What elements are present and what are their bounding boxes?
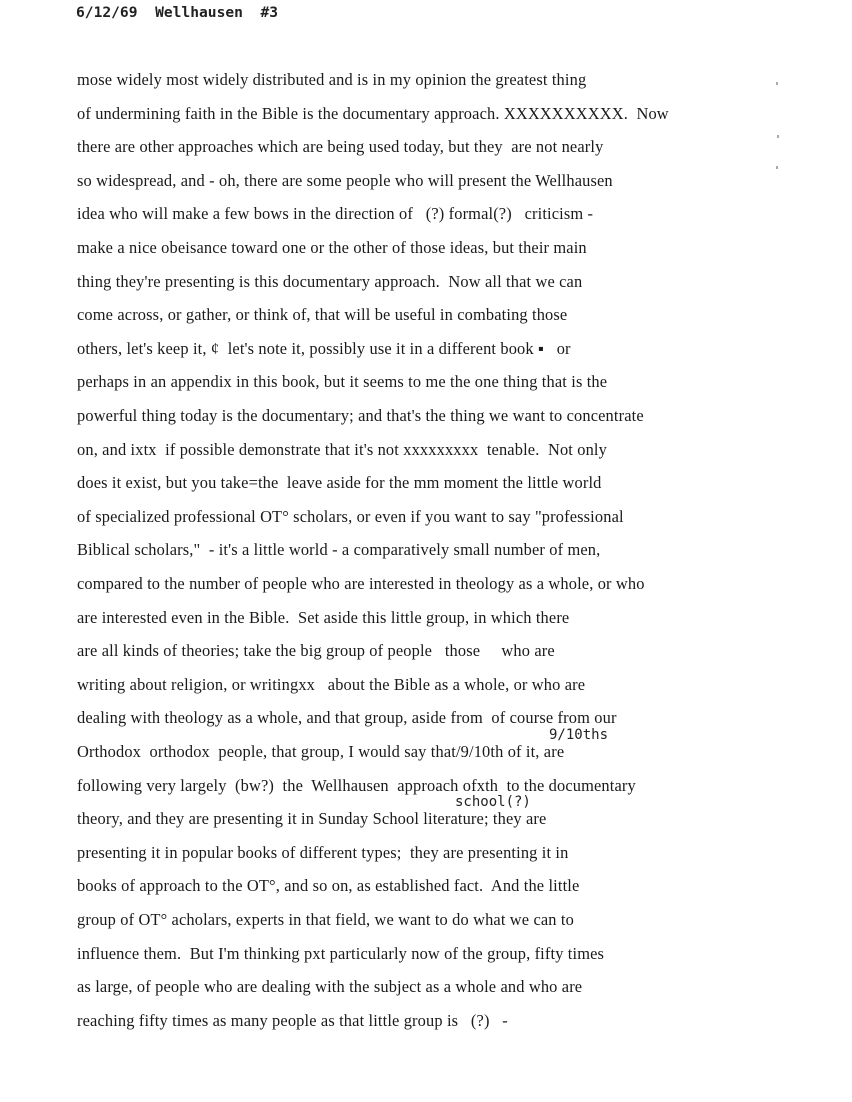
interlinear-annotation-school: school(?) xyxy=(455,794,531,810)
transcript-line: are interested even in the Bible. Set aside this little group, in which there xyxy=(77,607,570,627)
transcript-line: compared to the number of people who are interested in theology as a whole, or who xyxy=(77,574,645,593)
transcript-line: writing about religion, or writingxx about the Bible as a whole, or who are xyxy=(77,674,586,694)
transcript-line: following very largely (bw?) the Wellhausen approach ofxth to the documentary xyxy=(77,775,636,795)
transcript-line: idea who will make a few bows in the direction of (?) formal(?) criticism - xyxy=(77,204,594,224)
transcript-line: so widespread, and - oh, there are some people who will present the Wellhausen xyxy=(77,170,613,190)
transcript-line: Biblical scholars," - it's a little world - a comparatively small number of men, xyxy=(77,540,601,560)
transcript-line: of specialized professional OT° scholars, or even if you want to say "professional xyxy=(77,506,624,526)
transcript-line: mose widely most widely distributed and is in my opinion the greatest thing xyxy=(77,70,587,89)
transcript-line: thing they're presenting is this documentary approach. Now all that we can xyxy=(77,271,583,291)
transcript-line: influence them. But I'm thinking pxt particularly now of the group, fifty times xyxy=(77,943,605,963)
margin-speck xyxy=(776,166,778,169)
transcript-line: as large, of people who are dealing with the subject as a whole and who are xyxy=(77,977,583,997)
transcript-line: there are other approaches which are being used today, but they are not nearly xyxy=(77,137,604,157)
transcript-line: does it exist, but you take=the leave aside for the mm moment the little world xyxy=(77,473,602,493)
transcript-line: come across, or gather, or think of, that will be useful in combating those xyxy=(77,305,568,325)
transcript-line: presenting it in popular books of different types; they are presenting it in xyxy=(77,842,569,862)
margin-speck xyxy=(777,135,779,138)
transcript-line: on, and ixtx if possible demonstrate that it's not xxxxxxxxx tenable. Not only xyxy=(77,439,607,459)
transcript-line: group of OT° acholars, experts in that field, we want to do what we can to xyxy=(77,910,574,929)
transcript-line: reaching fifty times as many people as that little group is (?) - xyxy=(77,1010,508,1030)
transcript-line: powerful thing today is the documentary; and that's the thing we want to concentrate xyxy=(77,406,644,425)
transcript-line: Orthodox orthodox people, that group, I would say that/9/10th of it, are xyxy=(77,742,565,761)
interlinear-annotation-tenths: 9/10ths xyxy=(549,727,609,743)
transcript-line: dealing with theology as a whole, and that group, aside from of course from our xyxy=(77,708,617,728)
margin-speck xyxy=(776,82,778,85)
transcript-line: others, let's keep it, ¢ let's note it, possibly use it in a different book ▪ or xyxy=(77,338,571,358)
page-header: 6/12/69 Wellhausen #3 xyxy=(76,4,279,21)
transcript-line: theory, and they are presenting it in Sunday School literature; they are xyxy=(77,809,547,829)
transcript-line: of undermining faith in the Bible is the documentary approach. XXXXXXXXXX. Now xyxy=(77,103,669,123)
transcript-line: are all kinds of theories; take the big group of people those who are xyxy=(77,641,555,661)
transcript-line: make a nice obeisance toward one or the other of those ideas, but their main xyxy=(77,238,587,257)
transcript-line: books of approach to the OT°, and so on, as established fact. And the little xyxy=(77,876,580,896)
transcript-line: perhaps in an appendix in this book, but it seems to me the one thing that is the xyxy=(77,372,608,392)
